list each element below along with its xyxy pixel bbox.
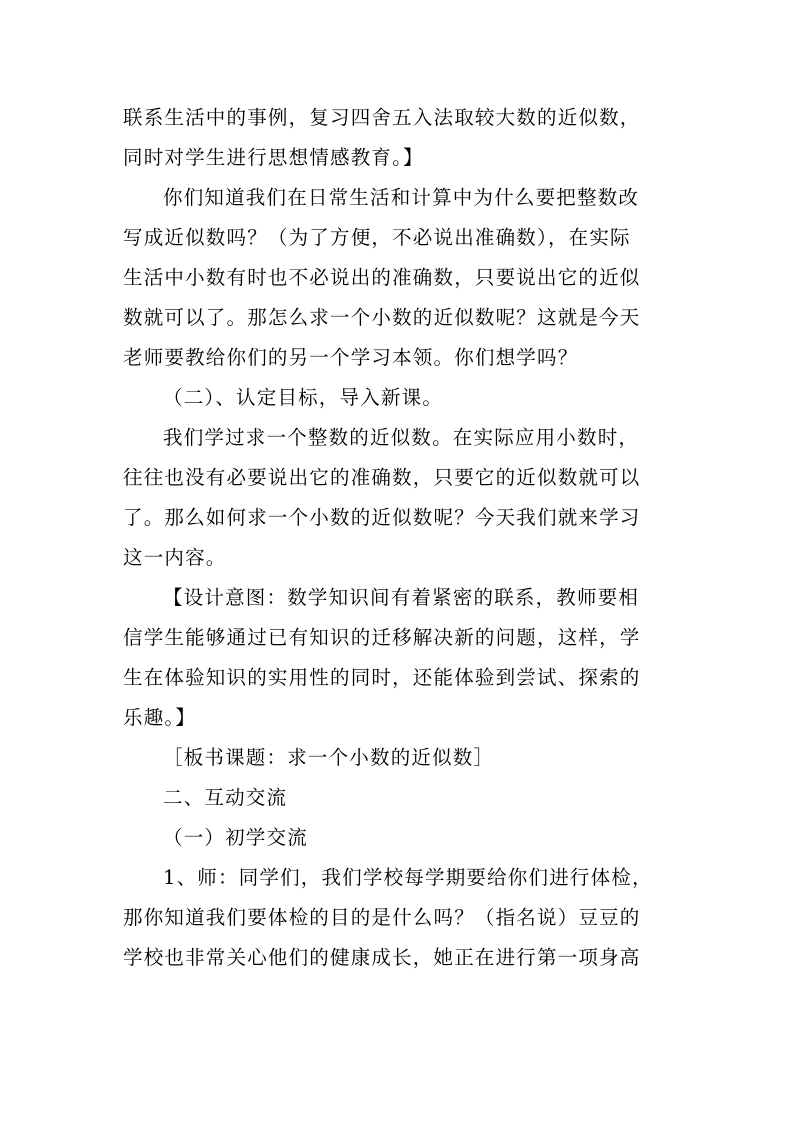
text-line: 信学生能够通过已有知识的迁移解决新的问题，这样，学 xyxy=(123,626,641,649)
subsection-heading-initial xyxy=(123,818,655,858)
section-heading-interaction xyxy=(123,778,655,818)
text-line: 写成近似数吗？（为了方便，不必说出准确数），在实际 xyxy=(123,226,631,249)
text-line: 乐趣。】 xyxy=(123,706,197,729)
text-line: 数就可以了。那怎么求一个小数的近似数呢？这就是今天 xyxy=(123,306,641,329)
text-line: 1、师：同学们，我们学校每学期要给你们进行体检， xyxy=(163,866,653,889)
text-line: 生活中小数有时也不必说出的准确数，只要说出它的近似 xyxy=(123,266,641,289)
text-line: 这一内容。 xyxy=(123,546,227,569)
text-line: 了。那么如何求一个小数的近似数呢？今天我们就来学习 xyxy=(123,506,641,529)
text-line: 老师要教给你们的另一个学习本领。你们想学吗？ xyxy=(123,346,579,369)
text-line: 往往也没有必要说出它的准确数，只要它的近似数就可以 xyxy=(123,466,641,489)
text-line: （二）、认定目标，导入新课。 xyxy=(163,386,444,409)
text-line: 你们知道我们在日常生活和计算中为什么要把整数改 xyxy=(163,186,640,209)
text-line: 我们学过求一个整数的近似数。在实际应用小数时， xyxy=(163,426,640,449)
paragraph-intro-question xyxy=(123,178,655,378)
text-line: （一）初学交流 xyxy=(163,826,308,849)
paragraph-teacher-dialogue xyxy=(123,858,655,978)
text-line: 同时对学生进行思想情感教育。】 xyxy=(123,146,424,169)
text-line: 【设计意图：数学知识间有着紧密的联系，教师要相 xyxy=(163,586,640,609)
paragraph-context xyxy=(123,98,655,178)
paragraph-new-lesson xyxy=(123,418,655,578)
paragraph-design-intent xyxy=(123,578,655,738)
text-line: ［板书课题：求一个小数的近似数］ xyxy=(163,746,495,769)
text-line: 生在体验知识的实用性的同时，还能体验到尝试、探索的 xyxy=(123,666,641,689)
text-line: 联系生活中的事例，复习四舍五入法取较大数的近似数， xyxy=(123,106,641,129)
board-title xyxy=(123,738,655,778)
section-heading-goals xyxy=(123,378,655,418)
text-line: 二、互动交流 xyxy=(163,786,288,809)
text-line: 那你知道我们要体检的目的是什么吗？（指名说）豆豆的 xyxy=(123,906,641,929)
text-line: 学校也非常关心他们的健康成长，她正在进行第一项身高 xyxy=(123,946,641,969)
document-page xyxy=(123,98,655,978)
